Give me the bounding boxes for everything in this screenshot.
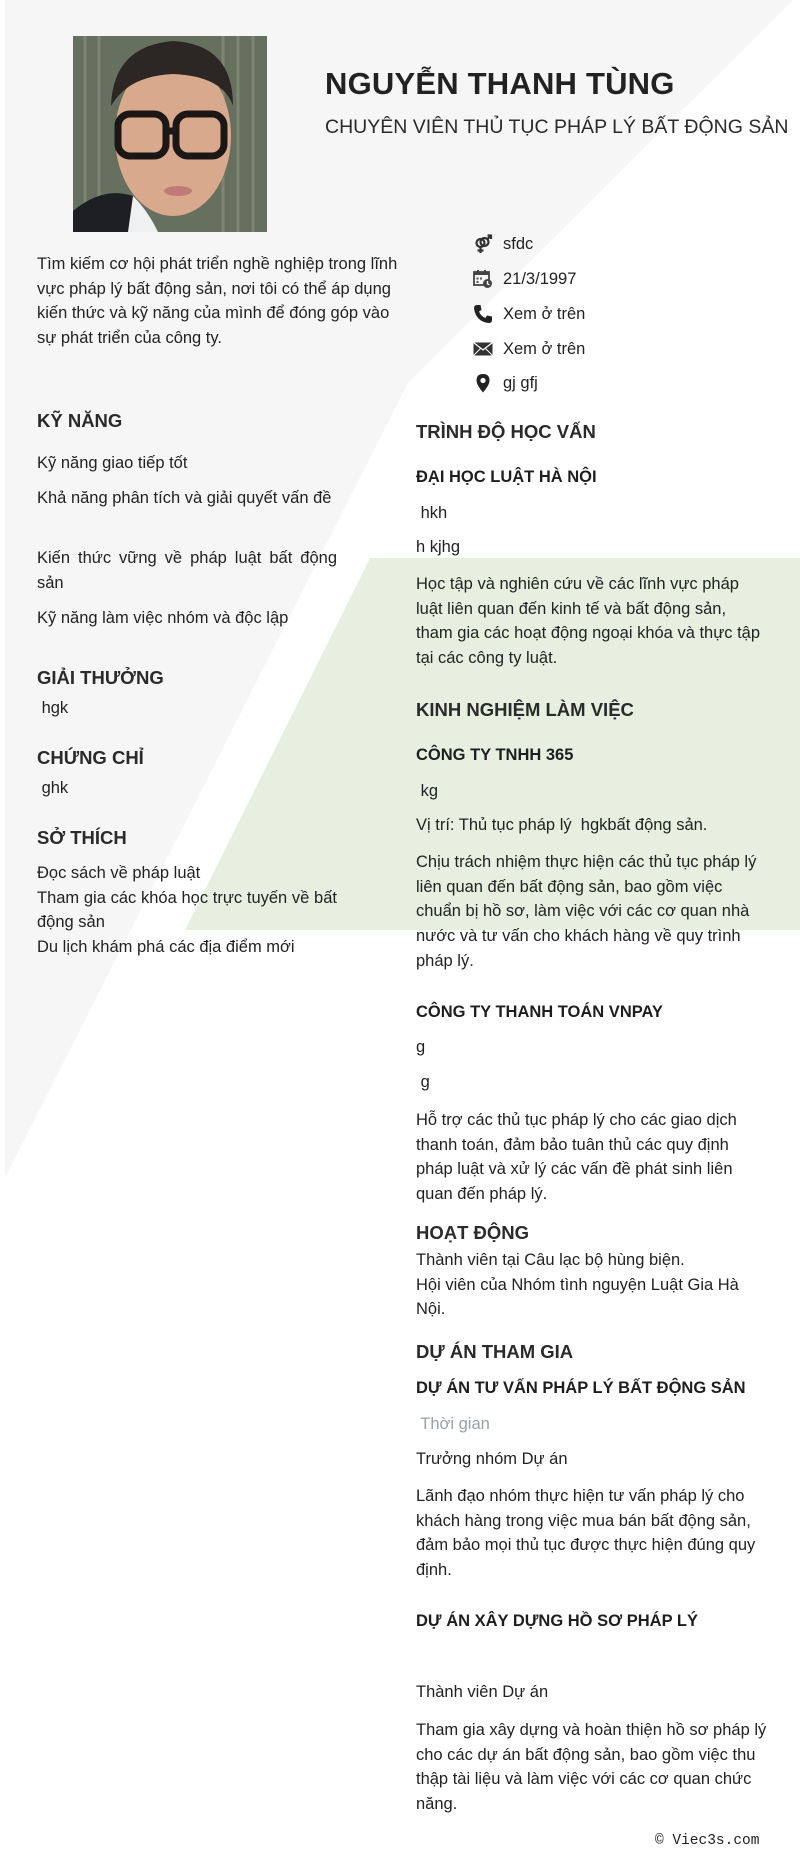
description-line: khách hàng trong việc mua bán bất động sản, (416, 1511, 751, 1530)
objective-line: kiến thức và kỹ năng của mình để đóng góp vào (37, 304, 390, 323)
description-line: thập tài liệu và làm việc với các cơ quan chức (416, 1770, 752, 1789)
description-line: tại các công ty luật. (416, 649, 558, 668)
description-line: định. (416, 1561, 452, 1580)
education-time: hkh (416, 504, 448, 522)
education-heading: TRÌNH ĐỘ HỌC VẤN (416, 421, 596, 442)
hobby-item: Đọc sách về pháp luật (37, 864, 201, 882)
activities-heading: HOẠT ĐỘNG (416, 1222, 530, 1243)
project-name: DỰ ÁN TƯ VẤN PHÁP LÝ BẤT ĐỘNG SẢN (416, 1379, 746, 1397)
description-line: luật liên quan đến kinh tế và bất động sản, (416, 599, 727, 618)
objective-line: vực pháp lý bất động sản, nơi tôi có thể áp dụng (37, 279, 391, 298)
contact-address (472, 371, 538, 395)
job-description (416, 850, 786, 974)
description-line: năng. (416, 1795, 458, 1814)
description-line: chuẩn bị hồ sơ, làm việc với các cơ quan nhà (416, 902, 750, 921)
candidate-name: NGUYỄN THANH TÙNG (325, 66, 675, 101)
job-company: CÔNG TY TNHH 365 (416, 746, 574, 764)
description-line: nước và tư vấn cho khách hàng về quy trình (416, 927, 741, 946)
email-value: Xem ở trên (503, 339, 586, 358)
job-time: kg (416, 782, 439, 800)
contact-gender (472, 232, 533, 256)
experience-heading: KINH NGHIỆM LÀM VIỆC (416, 699, 634, 720)
contact-email (472, 337, 585, 361)
job-title: CHUYÊN VIÊN THỦ TỤC PHÁP LÝ BẤT ĐỘNG SẢN (325, 116, 789, 138)
phone-value: Xem ở trên (503, 304, 586, 323)
description-line: quan đến pháp lý. (416, 1185, 548, 1204)
objective-line: Tìm kiếm cơ hội phát triển nghề nghiệp trong lĩnh (37, 255, 398, 273)
project-role: Thành viên Dự án (416, 1683, 549, 1701)
description-line: Hỗ trợ các thủ tục pháp lý cho các giao dịch (416, 1111, 737, 1129)
description-line: pháp luật và xử lý các vấn đề phát sinh liên (416, 1160, 733, 1179)
certificates-value: ghk (37, 779, 69, 797)
job-position: Vị trí: Thủ tục pháp lý hgkbất động sản. (416, 816, 708, 834)
location-pin-icon (472, 372, 494, 394)
portrait-image (73, 36, 267, 232)
activity-line: Nội. (416, 1300, 446, 1319)
activity-line: Thành viên tại Câu lạc bộ hùng biện. (416, 1251, 685, 1269)
school-name: ĐẠI HỌC LUẬT HÀ NỘI (416, 468, 597, 486)
address-value: gj gfj (503, 373, 538, 392)
copyright-footer[interactable]: © Viec3s.com (655, 1833, 760, 1849)
awards-value: hgk (37, 699, 69, 717)
birthdate-value: 21/3/1997 (503, 269, 577, 288)
career-objective (37, 252, 417, 351)
skills-heading: KỸ NĂNG (37, 410, 123, 431)
description-line: liên quan đến bất động sản, bao gồm việc (416, 877, 723, 896)
contact-birthdate (472, 267, 576, 291)
skill-item: Khả năng phân tích và giải quyết vấn đề (37, 489, 332, 507)
project-description (416, 1484, 786, 1583)
skill-item: Kỹ năng làm việc nhóm và độc lập (37, 609, 289, 627)
description-line: pháp lý. (416, 951, 474, 970)
objective-line: sự phát triển của công ty. (37, 329, 223, 348)
description-line: thanh toán, đảm bảo tuân thủ các quy định (416, 1135, 729, 1154)
job-time: g (416, 1038, 426, 1056)
description-line: đảm bảo mọi thủ tục được thực hiện đúng quy (416, 1536, 756, 1555)
project-description (416, 1718, 786, 1817)
phone-icon (472, 303, 494, 325)
description-line: cho các dự án bất động sản, bao gồm việc thu (416, 1745, 756, 1764)
description-line: Tham gia xây dựng và hoàn thiện hồ sơ pháp lý (416, 1721, 767, 1739)
project-name: DỰ ÁN XÂY DỰNG HỒ SƠ PHÁP LÝ (416, 1612, 698, 1630)
gender-icon (472, 233, 494, 255)
email-icon (472, 338, 494, 360)
job-position: g (416, 1073, 430, 1091)
activities-list (416, 1248, 786, 1322)
hobby-item: Du lịch khám phá các địa điểm mới (37, 937, 295, 956)
hobbies-list (37, 861, 337, 959)
activity-line: Hội viên của Nhóm tình nguyện Luật Gia Hà (416, 1275, 739, 1294)
certificates-heading: CHỨNG CHỈ (37, 747, 144, 768)
job-company: CÔNG TY THANH TOÁN VNPAY (416, 1003, 663, 1021)
contact-phone (472, 302, 585, 326)
awards-heading: GIẢI THƯỞNG (37, 667, 164, 688)
hobbies-heading: SỞ THÍCH (37, 827, 127, 848)
avatar-photo (73, 36, 267, 232)
gender-value: sfdc (503, 234, 534, 253)
skill-item: Kiến thức vững về pháp luật bất động sản (37, 549, 337, 592)
education-major: h kjhg (416, 538, 461, 556)
description-line: Chịu trách nhiệm thực hiện các thủ tục pháp lý (416, 853, 757, 871)
job-description (416, 1108, 786, 1207)
projects-heading: DỰ ÁN THAM GIA (416, 1341, 574, 1362)
education-description (416, 572, 786, 671)
description-line: tham gia các hoạt động ngoại khóa và thực tập (416, 624, 761, 643)
skill-item: Kỹ năng giao tiếp tốt (37, 454, 188, 472)
description-line: Học tập và nghiên cứu về các lĩnh vực pháp (416, 575, 739, 593)
hobby-item: Tham gia các khóa học trực tuyến về bất động sản (37, 888, 337, 931)
project-role: Trưởng nhóm Dự án (416, 1450, 568, 1468)
description-line: Lãnh đạo nhóm thực hiện tư vấn pháp lý cho (416, 1487, 745, 1505)
calendar-icon (472, 268, 494, 290)
project-time-placeholder: Thời gian (416, 1415, 490, 1433)
